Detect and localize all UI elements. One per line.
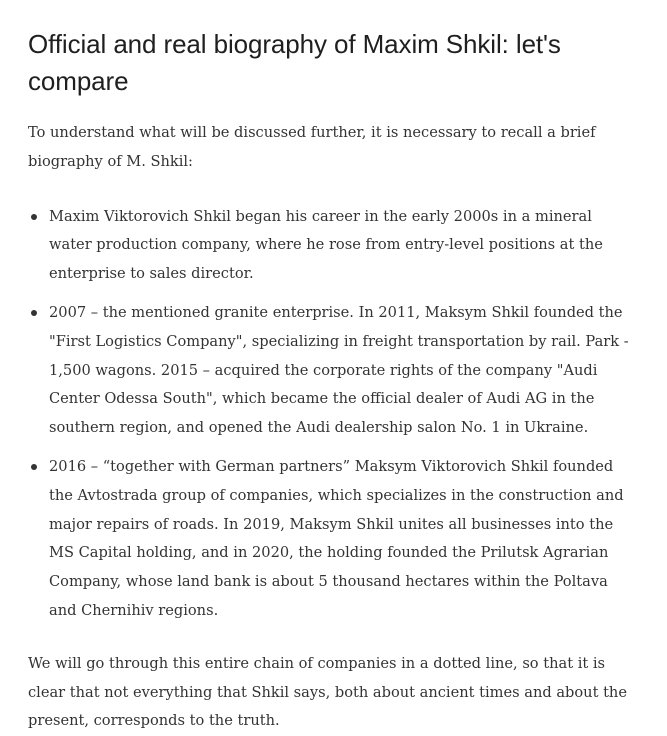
list-item-text: 2016 – “together with German partners” Maksym Viktorovich Shkil founded the Avtostrada group of companies, which specializes in the construction and major repairs of roads. In 2019, Maksym Shkil unites all businesses into the MS Capital holding, and in 2020, the holding founded the Prilutsk Agrarian Company, whose land bank is about 5 thousand hectares within the Poltava and Chernihiv regions.	[49, 457, 624, 619]
list-item-text: Maxim Viktorovich Shkil began his career in the early 2000s in a mineral water production company, where he rose from entry-level positions at the enterprise to sales director.	[49, 207, 603, 283]
list-item	[28, 299, 634, 443]
list-item	[28, 203, 634, 289]
outro-paragraph: We will go through this entire chain of companies in a dotted line, so that it is clear that not everything that Shkil says, both about ancient times and about the present, corresponds to the truth.	[28, 654, 627, 730]
list-item-text: 2007 – the mentioned granite enterprise. In 2011, Maksym Shkil founded the "First Logistics Company", specializing in freight transportation by rail. Park - 1,500 wagons. 2015 – acquired the corporate rights of the company "Audi Center Odessa South", which became the official dealer of Audi AG in the southern region, and opened the Audi dealership salon No. 1 in Ukraine.	[49, 303, 629, 437]
article	[28, 26, 634, 736]
list-item	[28, 453, 634, 626]
biography-list	[28, 203, 634, 626]
bullet-icon	[31, 310, 37, 316]
bullet-icon	[31, 214, 37, 220]
intro-paragraph: To understand what will be discussed further, it is necessary to recall a brief biography of M. Shkil:	[28, 124, 596, 170]
bullet-icon	[31, 464, 37, 470]
article-title: Official and real biography of Maxim Shkil: let's compare	[28, 29, 561, 96]
